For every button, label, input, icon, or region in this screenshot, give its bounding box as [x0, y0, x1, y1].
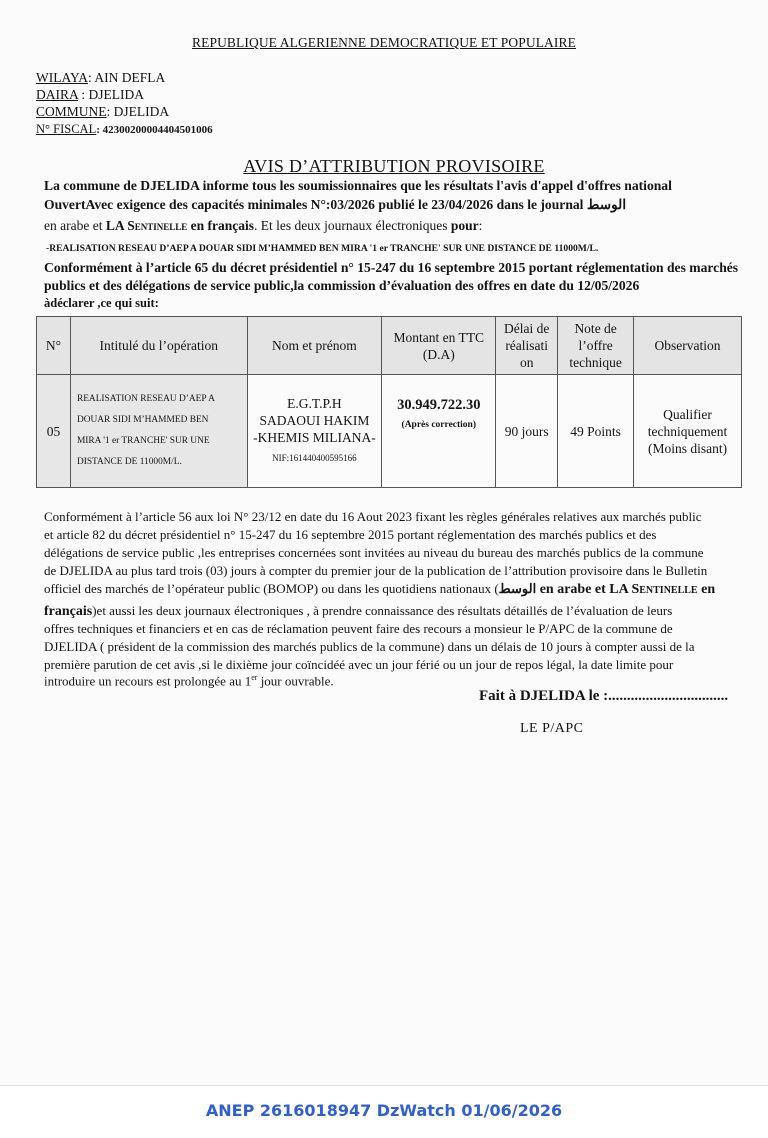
- daira-value: : DJELIDA: [78, 87, 145, 102]
- company-nif: NIF:161440400595166: [272, 453, 357, 463]
- body-en: en: [697, 582, 716, 597]
- publication-reference: ANEP 2616018947 DzWatch 01/06/2026: [205, 1101, 563, 1120]
- body-arabic-journal: الوسط: [498, 581, 537, 596]
- manager-name: SADAOUI HAKIM: [259, 413, 370, 428]
- intro-line-3: [44, 218, 482, 234]
- cell-score: 49 Points: [558, 375, 634, 488]
- col-header-operation: Intitulé du l’opération: [70, 317, 247, 375]
- signature-place-date: Fait à DJELIDA le :................................: [479, 688, 729, 704]
- commune-value: : DJELIDA: [106, 104, 170, 119]
- cell-operation: [70, 375, 247, 488]
- intro-pour: pour: [450, 218, 479, 233]
- body-line-4: de DJELIDA au plus tard trois (03) jours à compter du premier jour de la publication de l’attribution provisoire dans le Bulletin: [44, 563, 708, 578]
- col-header-amount: Montant en TTC (D.A): [382, 317, 496, 375]
- body-line-5: [44, 581, 715, 598]
- intro-french: en français: [187, 218, 255, 233]
- body-sentinelle: LA Sentinelle: [609, 582, 698, 597]
- body-bomop: officiel des marchés de l’opérateur public (BOMOP) ou dans les quotidiens nationaux (: [44, 581, 499, 596]
- table-header-row: [37, 317, 742, 375]
- amount-note: (Après correction): [401, 420, 477, 430]
- intro-line-7: àdéclarer ,ce qui suit:: [44, 296, 159, 310]
- body-recours: introduire un recours est prolongée au 1: [44, 673, 252, 689]
- amount-value: 30.949.722.30: [397, 397, 481, 413]
- daira-line: [36, 87, 144, 103]
- attribution-table: [36, 316, 742, 488]
- body-line-8: DJELIDA ( président de la commission des marchés publics de la commune) dans un délais de 10 jours à compter aussi de la: [44, 639, 695, 654]
- company-name: E.G.T.P.H: [287, 396, 342, 411]
- intro-line-2: OuvertAvec exigence des capacités minimales N°:03/2026 publié le 23/04/2026 dans le journal الوسط: [44, 197, 627, 212]
- operation-line-2: DOUAR SIDI M’HAMMED BEN: [76, 415, 209, 425]
- intro-line-5: Conformément à l’article 65 du décret présidentiel n° 15-247 du 16 septembre 2015 portant réglementation des marchés: [44, 260, 739, 275]
- body-electronic: )et aussi les deux journaux électroniques , à prendre connaissance des résultats détaillés de l’évaluation de leurs: [92, 603, 673, 618]
- intro-colon: :: [478, 218, 483, 233]
- cell-name: [247, 375, 382, 488]
- daira-label: DAIRA: [36, 87, 79, 102]
- body-line-9: première parution de cet avis ,si le dixième jour coïncidéé avec un jour férié ou un jour de repos légal, la date limite pour: [44, 657, 674, 672]
- intro-sentinelle: LA Sentinelle: [105, 218, 188, 233]
- body-superscript: er: [251, 673, 258, 682]
- republic-heading: REPUBLIQUE ALGERIENNE DEMOCRATIQUE ET POPULAIRE: [192, 35, 576, 50]
- intro-arabic-note: en arabe et: [44, 218, 106, 233]
- cell-observation: [634, 375, 742, 488]
- body-line-7: offres techniques et financiers et en cas de réclamation peuvent faire des recours a monsieur le P/APC de la commune de: [44, 621, 673, 636]
- col-header-observation: Observation: [634, 317, 742, 375]
- body-line-10: [44, 673, 334, 689]
- commune-label: COMMUNE: [36, 104, 107, 119]
- intro-journals: . Et les deux journaux électroniques: [254, 218, 451, 233]
- body-line-2: et article 82 du décret présidentiel n° 15-247 du 16 septembre 2015 portant réglementation des marchés publics et des: [44, 527, 657, 542]
- operation-line-3: MIRA '1 er TRANCHE' SUR UNE: [76, 436, 210, 446]
- wilaya-label: WILAYA: [36, 70, 88, 85]
- intro-line-1: La commune de DJELIDA informe tous les soumissionnaires que les résultats l'avis d'appel d'offres national: [44, 178, 672, 193]
- body-ouvrable: jour ouvrable.: [257, 673, 334, 689]
- cell-num: 05: [37, 375, 71, 488]
- operation-line-4: DISTANCE DE 11000M/L.: [76, 457, 182, 467]
- notice-title: AVIS D’ATTRIBUTION PROVISOIRE: [243, 156, 545, 176]
- col-header-delay: Délai de réalisati on: [496, 317, 558, 375]
- cell-amount: [382, 375, 496, 488]
- signature-title: LE P/APC: [520, 721, 584, 736]
- company-location: -KHEMIS MILIANA-: [253, 430, 376, 445]
- commune-line: [36, 104, 169, 120]
- fiscal-line: [36, 121, 213, 138]
- body-line-1: Conformément à l’article 56 aux loi N° 23/12 en date du 16 Aout 2023 fixant les règles générales relatives aux marchés public: [44, 509, 702, 524]
- intro-line-6: publics et des délégations de service public,la commission d’évaluation des offres en date du 12/05/2026: [44, 278, 640, 293]
- body-line-6: [44, 603, 672, 620]
- col-header-num: N°: [37, 317, 71, 375]
- observation-line-3: (Moins disant): [647, 440, 728, 456]
- observation-line-2: techniquement: [647, 423, 728, 439]
- col-header-name: Nom et prénom: [247, 317, 382, 375]
- body-arabe: en arabe et: [536, 582, 610, 597]
- table-row: [37, 375, 742, 488]
- wilaya-line: [36, 70, 165, 86]
- intro-operation: -REALISATION RESEAU D’AEP A DOUAR SIDI M’HAMMED BEN MIRA '1 er TRANCHE' SUR UNE DISTANCE DE 11000M/L.: [46, 243, 599, 254]
- fiscal-value: : 42300200004404501006: [96, 124, 213, 136]
- wilaya-value: : AIN DEFLA: [88, 70, 166, 85]
- operation-line-1: REALISATION RESEAU D’AEP A: [76, 394, 215, 404]
- col-header-score: Note de l’offre technique: [558, 317, 634, 375]
- observation-line-1: Qualifier: [663, 406, 712, 422]
- body-line-3: délégations de service public ,les entreprises concernées sont invitées au niveau du bureau des marchés publics de la commune: [44, 545, 704, 560]
- body-francais: français: [44, 604, 93, 619]
- fiscal-label: N° FISCAL: [36, 122, 97, 136]
- cell-delay: 90 jours: [496, 375, 558, 488]
